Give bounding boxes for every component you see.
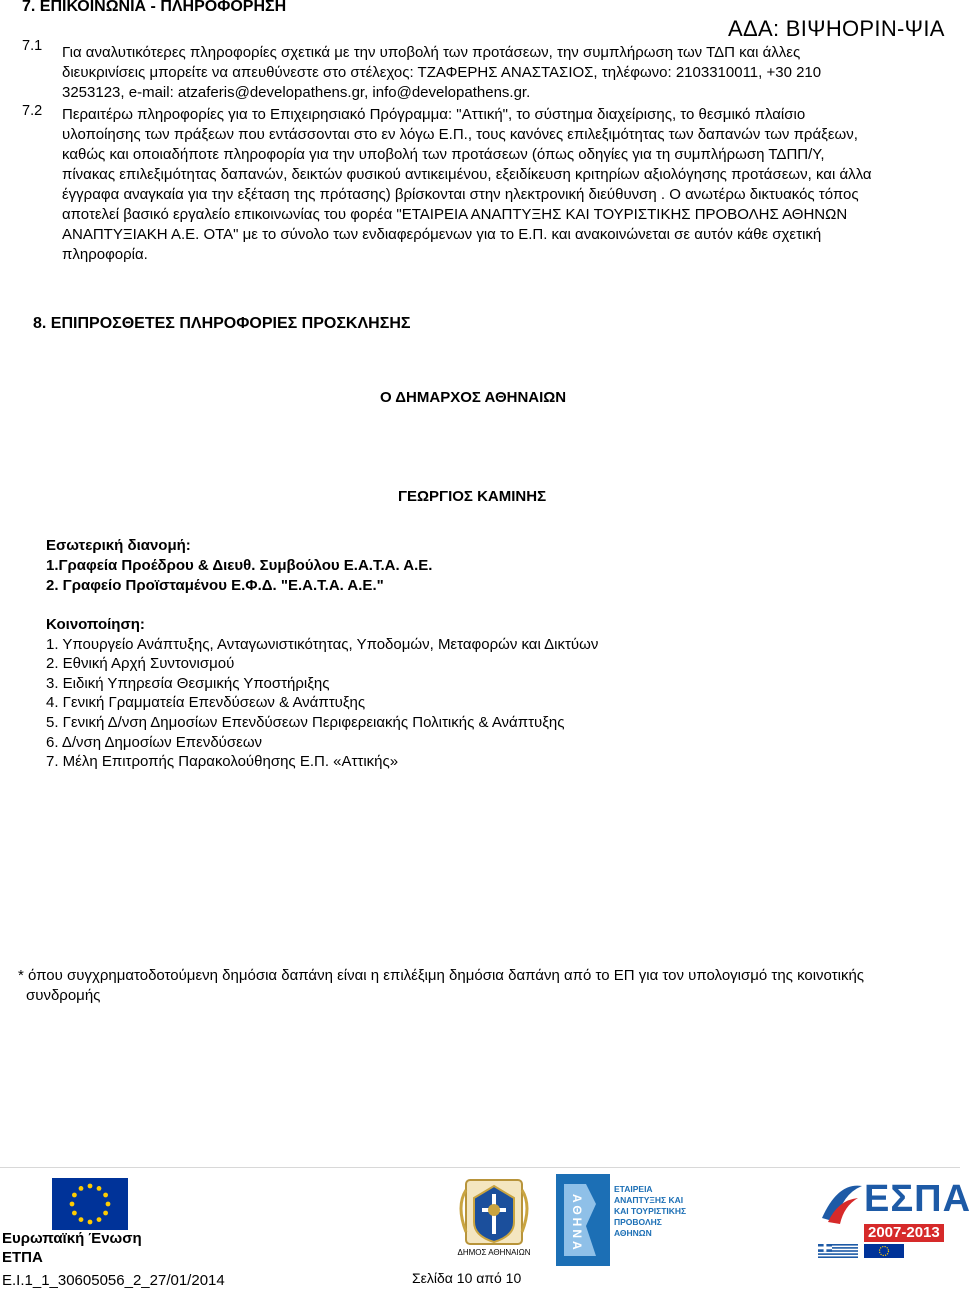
section-7-1-line: Για αναλυτικότερες πληροφορίες σχετικά με την υποβολή των προτάσεων, την συμπλήρωση των ΤΔΠ και άλλες: [62, 44, 801, 61]
section-7-2-line: έγγραφα αναγκαία για την εξέταση της πρότασης) βρίσκονται στην ηλεκτρονική διεύθυνση . Ο ανωτέρω δικτυακός τόπος: [62, 186, 859, 203]
document-code: Ε.Ι.1_1_30605056_2_27/01/2014: [2, 1272, 225, 1289]
section-8-title: 8. ΕΠΙΠΡΟΣΘΕΤΕΣ ΠΛΗΡΟΦΟΡΙΕΣ ΠΡΟΣΚΛΗΣΗΣ: [33, 315, 411, 332]
company-name-line: ΠΡΟΒΟΛΗΣ: [614, 1217, 662, 1227]
ada-code: ΑΔΑ: ΒΙΨΗΟΡΙΝ-ΨΙΑ: [728, 16, 945, 41]
eu-flag-icon: [52, 1178, 128, 1230]
section-7-1-line: 3253123, e-mail: atzaferis@developathens.gr, info@developathens.gr.: [62, 84, 531, 101]
espa-years: 2007-2013: [864, 1224, 944, 1242]
municipality-label: ΔΗΜΟΣ ΑΘΗΝΑΙΩΝ: [457, 1248, 531, 1257]
section-7-2-line: καθώς και οποιαδήποτε πληροφορία για την υποβολή των προτάσεων (όπως οδηγίες για τη συμπλήρωση ΤΔΠΠ/Υ,: [62, 146, 825, 163]
section-7-2-line: υλοποίησης των πράξεων που εντάσσονται στο εν λόγω Ε.Π., τους κανόνες επιλεξιμότητας των δαπανών των πράξεων,: [62, 126, 858, 143]
internal-distribution-heading: Εσωτερική διανομή:: [46, 537, 191, 554]
company-name-line: ΕΤΑΙΡΕΙΑ: [614, 1184, 653, 1194]
section-7-title: 7. ΕΠΙΚΟΙΝΩΝΙΑ - ΠΛΗΡΟΦΟΡΗΣΗ: [22, 0, 287, 15]
company-name-line: ΑΝΑΠΤΥΞΗΣ ΚΑΙ: [614, 1195, 684, 1205]
eu-label: Ευρωπαϊκή Ένωση: [2, 1230, 142, 1247]
development-company-logo: [556, 1174, 694, 1266]
notification-heading: Κοινοποίηση:: [46, 616, 145, 633]
notification-item: 1. Υπουργείο Ανάπτυξης, Ανταγωνιστικότητας, Υποδομών, Μεταφορών και Δικτύων: [46, 636, 599, 653]
mayor-name: ΓΕΩΡΓΙΟΣ ΚΑΜΙΝΗΣ: [398, 488, 547, 505]
notification-item: 4. Γενική Γραμματεία Επενδύσεων & Ανάπτυξης: [46, 694, 366, 711]
internal-distribution-item: 1.Γραφεία Προέδρου & Διευθ. Συμβούλου Ε.Α.Τ.Α. Α.Ε.: [46, 557, 433, 574]
section-7-2-line: πίνακας επιλεξιμότητας δαπανών, δεικτών φυσικού αντικειμένου, εξειδίκευση κριτηρίων αξιολόγησης προτάσεων, και άλλα: [62, 166, 872, 183]
section-7-1-line: διευκρινίσεις μπορείτε να απευθύνεστε στο στέλεχος: ΤΖΑΦΕΡΗΣ ΑΝΑΣΤΑΣΙΟΣ, τηλέφωνο: 2103310011, +30 210: [62, 64, 822, 81]
espa-logo: [818, 1174, 971, 1258]
footnote-line: συνδρομής: [26, 987, 101, 1004]
espa-swoosh-icon: [818, 1178, 864, 1226]
notification-item: 2. Εθνική Αρχή Συντονισμού: [46, 655, 235, 672]
mayor-title: Ο ΔΗΜΑΡΧΟΣ ΑΘΗΝΑΙΩΝ: [380, 389, 567, 406]
company-name-line: ΚΑΙ ΤΟΥΡΙΣΤΙΚΗΣ: [614, 1206, 687, 1216]
page-number: Σελίδα 10 από 10: [412, 1270, 522, 1286]
notification-item: 3. Ειδική Υπηρεσία Θεσμικής Υποστήριξης: [46, 675, 330, 692]
greek-flag-icon: [818, 1244, 858, 1258]
footnote-line: * όπου συγχρηματοδοτούμενη δημόσια δαπάνη είναι η επιλέξιμη δημόσια δαπάνη από το ΕΠ για τον υπολογισμό της κοινοτικής: [18, 967, 865, 984]
athena-wordmark: ΑΘΗΝΑ: [570, 1194, 584, 1253]
notification-item: 7. Μέλη Επιτροπής Παρακολούθησης Ε.Π. «Αττικής»: [46, 753, 399, 770]
eu-flag-logo: [52, 1178, 128, 1230]
section-7-2-line: ΑΝΑΠΤΥΞΙΑΚΗ Α.Ε. ΟΤΑ" με το σύνολο των ενδιαφερόμενων για το Ε.Π. και ανακοινώνεται σε αυτόν κάθε σχετική: [62, 226, 822, 243]
footer-divider: [0, 1167, 960, 1168]
section-7-2-number: 7.2: [22, 103, 43, 119]
section-7-2-line: πληροφορία.: [62, 246, 148, 263]
espa-wordmark: ΕΣΠΑ: [864, 1178, 971, 1220]
notification-item: 5. Γενική Δ/νση Δημοσίων Επενδύσεων Περιφερειακής Πολιτικής & Ανάπτυξης: [46, 714, 565, 731]
erdf-label: ΕΤΠΑ: [2, 1249, 43, 1266]
section-7-2-line: Περαιτέρω πληροφορίες για το Επιχειρησιακό Πρόγραμμα: "Αττική", το σύστημα διαχείρισης, το θεσμικό πλαίσιο: [62, 106, 806, 123]
athens-emblem-icon: [448, 1176, 540, 1248]
section-7-2-line: αποτελεί βασικό εργαλείο επικοινωνίας του φορέα "ΕΤΑΙΡΕΙΑ ΑΝΑΠΤΥΞΗΣ ΚΑΙ ΤΟΥΡΙΣΤΙΚΗΣ ΠΡΟΒΟΛΗΣ ΑΘΗΝΩΝ: [62, 206, 848, 223]
eu-flag-small-icon: [864, 1244, 904, 1258]
section-7-1-number: 7.1: [22, 38, 43, 54]
internal-distribution-item: 2. Γραφείο Προϊσταμένου Ε.Φ.Δ. "Ε.Α.Τ.Α. Α.Ε.": [46, 577, 384, 594]
notification-item: 6. Δ/νση Δημοσίων Επενδύσεων: [46, 734, 263, 751]
company-name-line: ΑΘΗΝΩΝ: [614, 1228, 652, 1238]
municipality-logo: [448, 1176, 540, 1260]
